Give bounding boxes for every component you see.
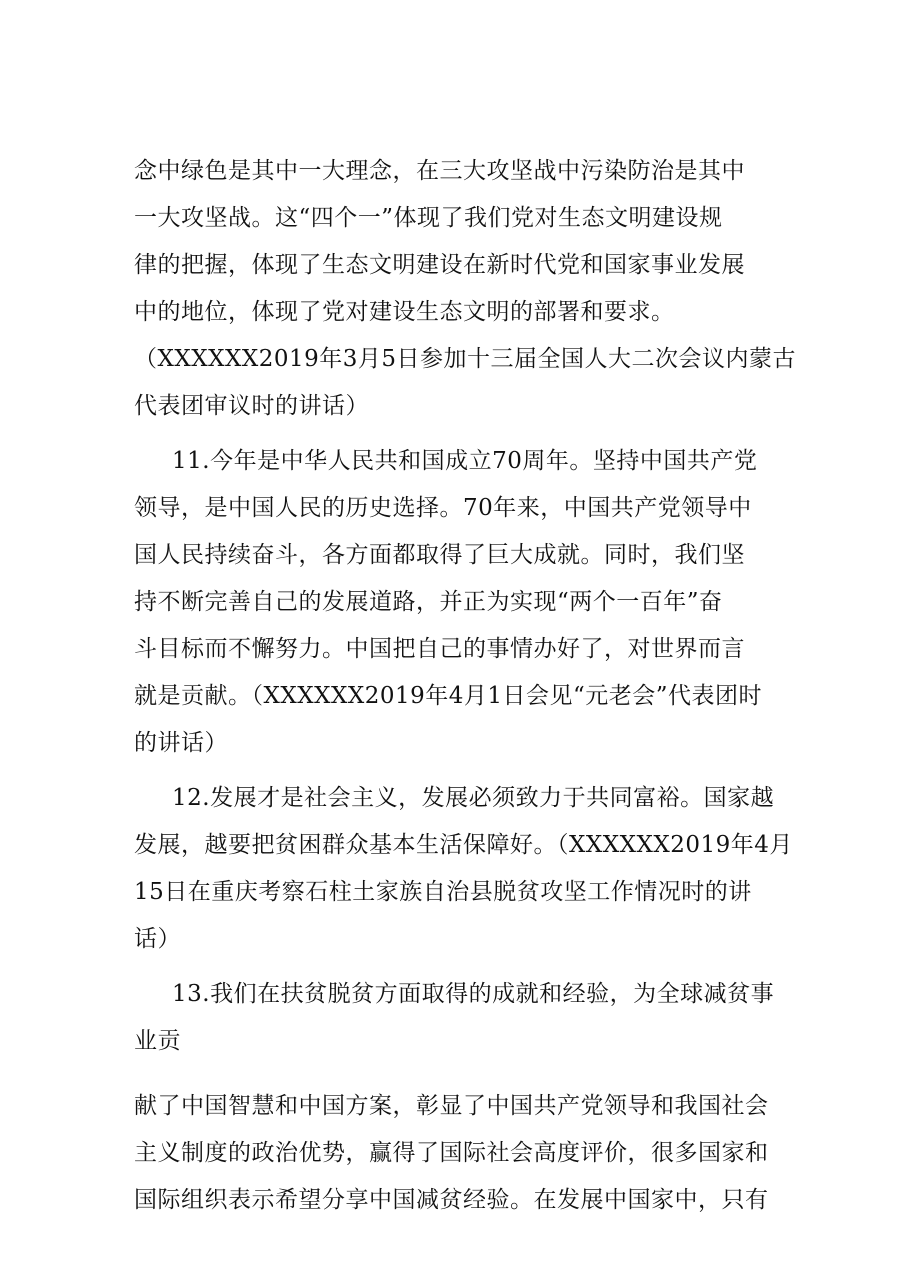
paragraph-13 [134,971,802,1065]
text-line: 念中绿色是其中一大理念，在三大攻坚战中污染防治是其中 [134,158,745,184]
text-line: 主义制度的政治优势，赢得了国际社会高度评价，很多国家和 [134,1140,769,1166]
text-line: 业贡 [134,1028,181,1054]
text-line: 领导，是中国人民的历史选择。70年来，中国共产党领导中 [134,495,752,521]
citation-line: （XXXXXX2019年3月5日参加十三届全国人大二次会议内蒙古 [134,346,797,372]
text-line: 律的把握，体现了生态文明建设在新时代党和国家事业发展 [134,252,745,278]
text-line: 12.发展才是社会主义，发展必须致力于共同富裕。国家越 [172,785,775,811]
paragraph-continuation [134,148,802,430]
text-line: 斗目标而不懈努力。中国把自己的事情办好了，对世界而言 [134,636,745,662]
document-page [134,148,802,1224]
text-line: 就是贡献。（XXXXXX2019年4月1日会见“元老会”代表团时 [134,683,763,709]
citation-line: 代表团审议时的讲话） [134,393,369,419]
paragraph-11 [134,438,802,767]
text-line: 国人民持续奋斗，各方面都取得了巨大成就。同时，我们坚 [134,542,745,568]
text-line: 15日在重庆考察石柱土家族自治县脱贫攻坚工作情况时的讲 [134,879,752,905]
text-line: 中的地位，体现了党对建设生态文明的部署和要求。 [134,299,675,325]
paragraph-13-continuation [134,1083,802,1224]
text-line: 献了中国智慧和中国方案，彰显了中国共产党领导和我国社会 [134,1093,769,1119]
text-line: 13.我们在扶贫脱贫方面取得的成就和经验，为全球减贫事 [172,981,775,1007]
text-line: 一大攻坚战。这“四个一”体现了我们党对生态文明建设规 [134,205,723,231]
text-line: 持不断完善自己的发展道路，并正为实现“两个一百年”奋 [134,589,723,615]
text-line: 发展，越要把贫困群众基本生活保障好。（XXXXXX2019年4月 [134,832,793,858]
text-line: 11.今年是中华人民共和国成立70周年。坚持中国共产党 [172,448,758,474]
paragraph-12 [134,775,802,963]
text-line: 国际组织表示希望分享中国减贫经验。在发展中国家中，只有 [134,1187,769,1213]
citation-line: 的讲话） [134,730,228,756]
citation-line: 话） [134,926,181,952]
